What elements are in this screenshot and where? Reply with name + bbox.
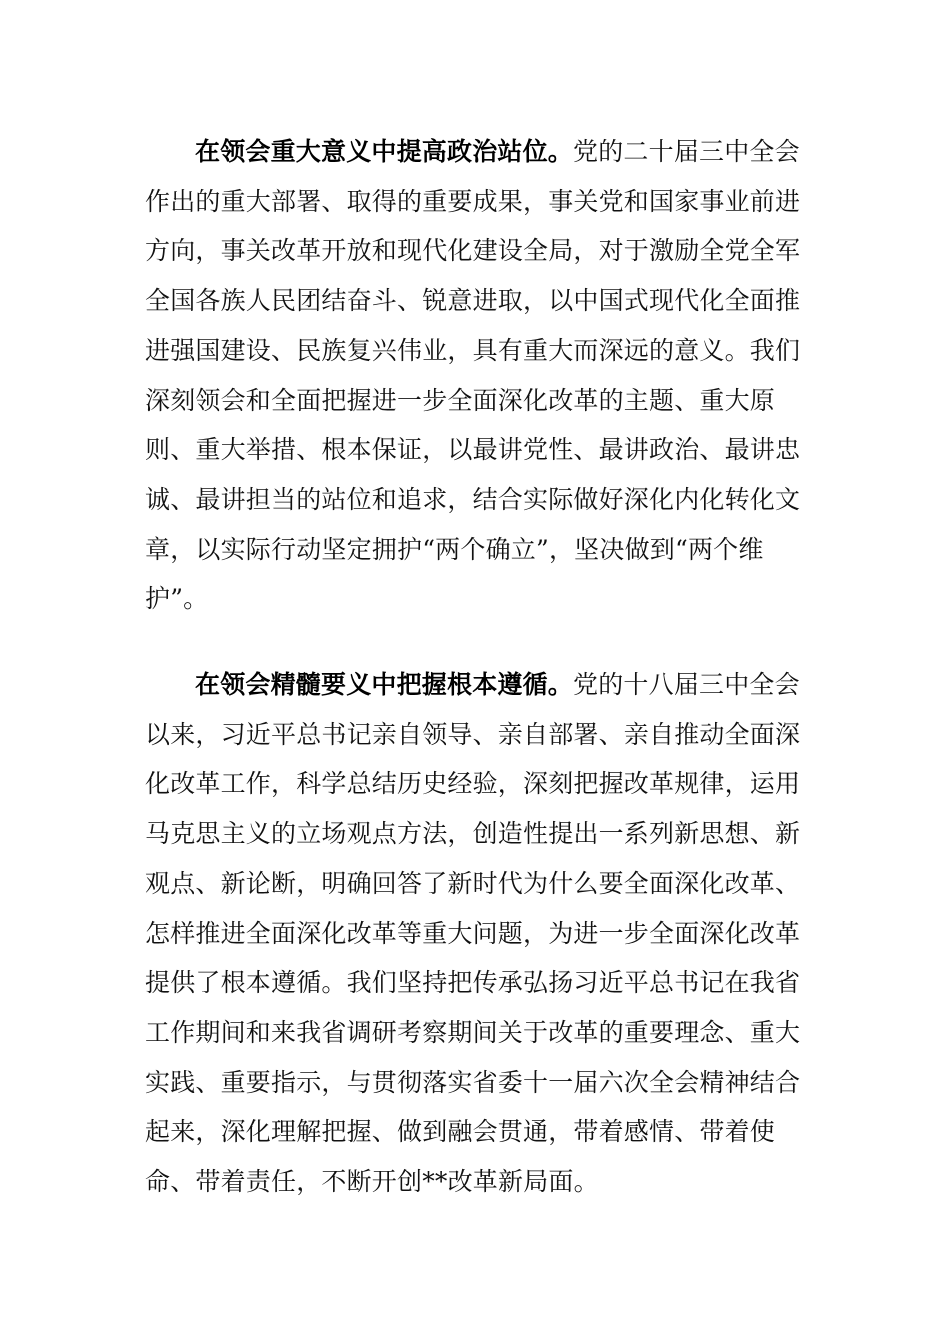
paragraph-fundamental-guidance: [145, 660, 810, 1207]
paragraph-political-stance: [145, 127, 810, 624]
paragraph-body-text: 党的十八届三中全会以来，习近平总书记亲自领导、亲自部署、亲自推动全面深化改革工作，科学总结历史经验，深刻把握改革规律，运用马克思主义的立场观点方法，创造性提出一系列新思想、新观点、新论断，明确回答了新时代为什么要全面深化改革、怎样推进全面深化改革等重大问题，为进一步全面深化改革提供了根本遵循。我们坚持把传承弘扬习近平总书记在我省工作期间和来我省调研考察期间关于改革的重要理念、重大实践、重要指示，与贯彻落实省委十一届六次全会精神结合起来，深化理解把握、做到融会贯通，带着感情、带着使命、带着责任，不断开创**改革新局面。: [145, 670, 801, 1197]
paragraph-lead-heading: 在领会重大意义中提高政治站位。: [195, 137, 574, 166]
paragraph-body-text: 党的二十届三中全会作出的重大部署、取得的重要成果，事关党和国家事业前进方向，事关改革开放和现代化建设全局，对于激励全党全军全国各族人民团结奋斗、锐意进取，以中国式现代化全面推进强国建设、民族复兴伟业，具有重大而深远的意义。我们深刻领会和全面把握进一步全面深化改革的主题、重大原则、重大举措、根本保证，以最讲党性、最讲政治、最讲忠诚、最讲担当的站位和追求，结合实际做好深化内化转化文章，以实际行动坚定拥护“两个确立”，坚决做到“两个维护”。: [145, 137, 801, 614]
paragraph-lead-heading: 在领会精髓要义中把握根本遵循。: [195, 670, 574, 699]
